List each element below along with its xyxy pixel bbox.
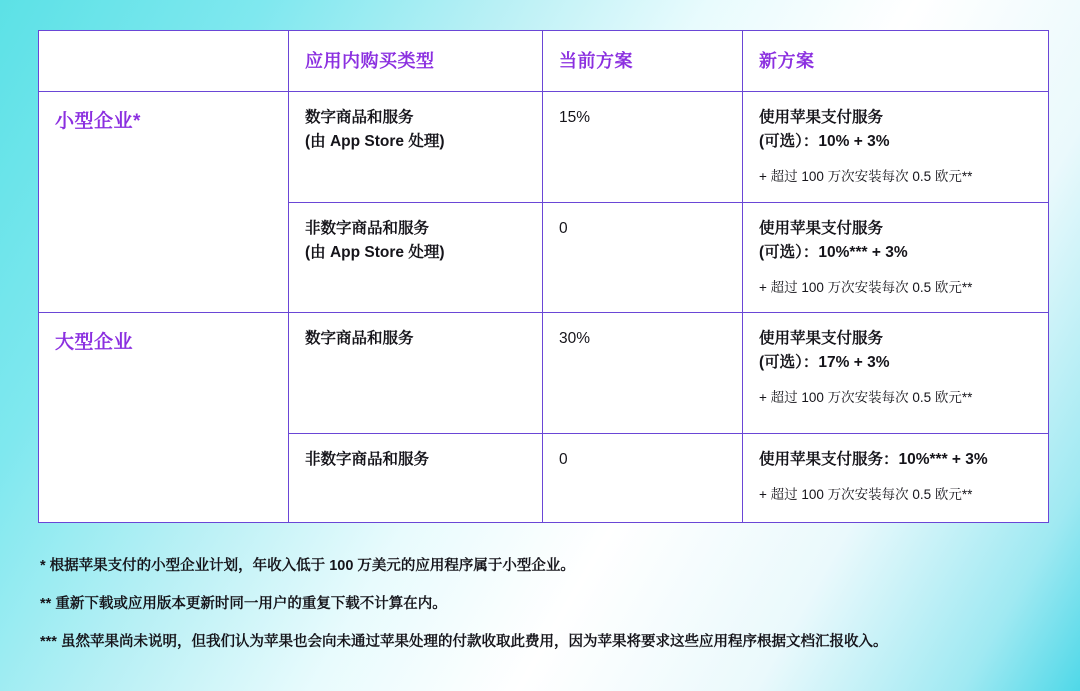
category-cell-small-business (39, 92, 289, 313)
category-cell-large-business (39, 313, 289, 523)
current-plan-value: 15% (559, 109, 591, 126)
table-header-row (39, 31, 1049, 92)
purchase-type-line1: 非数字商品和服务 (305, 451, 430, 469)
purchase-type-cell (289, 92, 543, 203)
table-body (39, 92, 1049, 523)
header-cell-new-plan (743, 31, 1049, 92)
footnote-1: * 根据苹果支付的小型企业计划，年收入低于 100 万美元的应用程序属于小型企业。 (40, 558, 575, 574)
purchase-type-cell (289, 434, 543, 523)
purchase-type-line1: 数字商品和服务 (305, 109, 414, 126)
header-label-purchase-type: 应用内购买类型 (305, 51, 435, 71)
new-plan-note: + 超过 100 万次安装每次 0.5 欧元** (759, 279, 973, 295)
current-plan-value: 0 (559, 451, 568, 469)
current-plan-value: 0 (559, 219, 568, 237)
current-plan-cell (543, 434, 743, 523)
footnotes (40, 556, 1050, 669)
purchase-type-line2: (由 App Store 处理) (305, 133, 445, 151)
new-plan-line2: (可选）：10% + 3% (759, 133, 890, 151)
header-label-new-plan: 新方案 (759, 51, 815, 71)
purchase-type-line1: 数字商品和服务 (305, 330, 414, 348)
header-cell-purchase-type (289, 31, 543, 92)
new-plan-line1: 使用苹果支付服务：10%*** + 3% (759, 451, 988, 469)
current-plan-cell (543, 202, 743, 313)
new-plan-note: + 超过 100 万次安装每次 0.5 欧元** (759, 487, 973, 503)
category-label: 大型企业 (55, 332, 134, 354)
table-row (39, 313, 1049, 434)
new-plan-note: + 超过 100 万次安装每次 0.5 欧元** (759, 390, 973, 406)
purchase-type-cell (289, 202, 543, 313)
new-plan-cell (743, 202, 1049, 313)
new-plan-line1: 使用苹果支付服务 (759, 219, 884, 237)
new-plan-cell (743, 313, 1049, 434)
current-plan-cell (543, 92, 743, 203)
current-plan-value: 30% (559, 330, 591, 348)
table-header (39, 31, 1049, 92)
new-plan-line1: 使用苹果支付服务 (759, 330, 884, 348)
purchase-type-cell (289, 313, 543, 434)
new-plan-line2: (可选）：10%*** + 3% (759, 243, 908, 261)
footnote-2: ** 重新下载或应用版本更新时同一用户的重复下载不计算在内。 (40, 595, 447, 612)
purchase-type-line1: 非数字商品和服务 (305, 219, 430, 237)
purchase-type-line2: (由 App Store 处理) (305, 243, 445, 261)
new-plan-line2: (可选）：17% + 3% (759, 354, 890, 372)
header-cell-current-plan (543, 31, 743, 92)
current-plan-cell (543, 313, 743, 434)
fee-comparison-table-wrapper (38, 30, 1048, 523)
footnote-3: *** 虽然苹果尚未说明，但我们认为苹果也会向未通过苹果处理的付款收取此费用，因为苹果将要求这些应用程序根据文档汇报收入。 (40, 633, 888, 650)
header-cell-category (39, 31, 289, 92)
table-row (39, 92, 1049, 203)
new-plan-cell (743, 92, 1049, 203)
new-plan-line1: 使用苹果支付服务 (759, 109, 884, 126)
new-plan-cell (743, 434, 1049, 523)
fee-comparison-table (38, 30, 1049, 523)
header-label-current-plan: 当前方案 (559, 51, 633, 71)
new-plan-note: + 超过 100 万次安装每次 0.5 欧元** (759, 169, 973, 185)
category-label: 小型企业* (55, 111, 141, 132)
